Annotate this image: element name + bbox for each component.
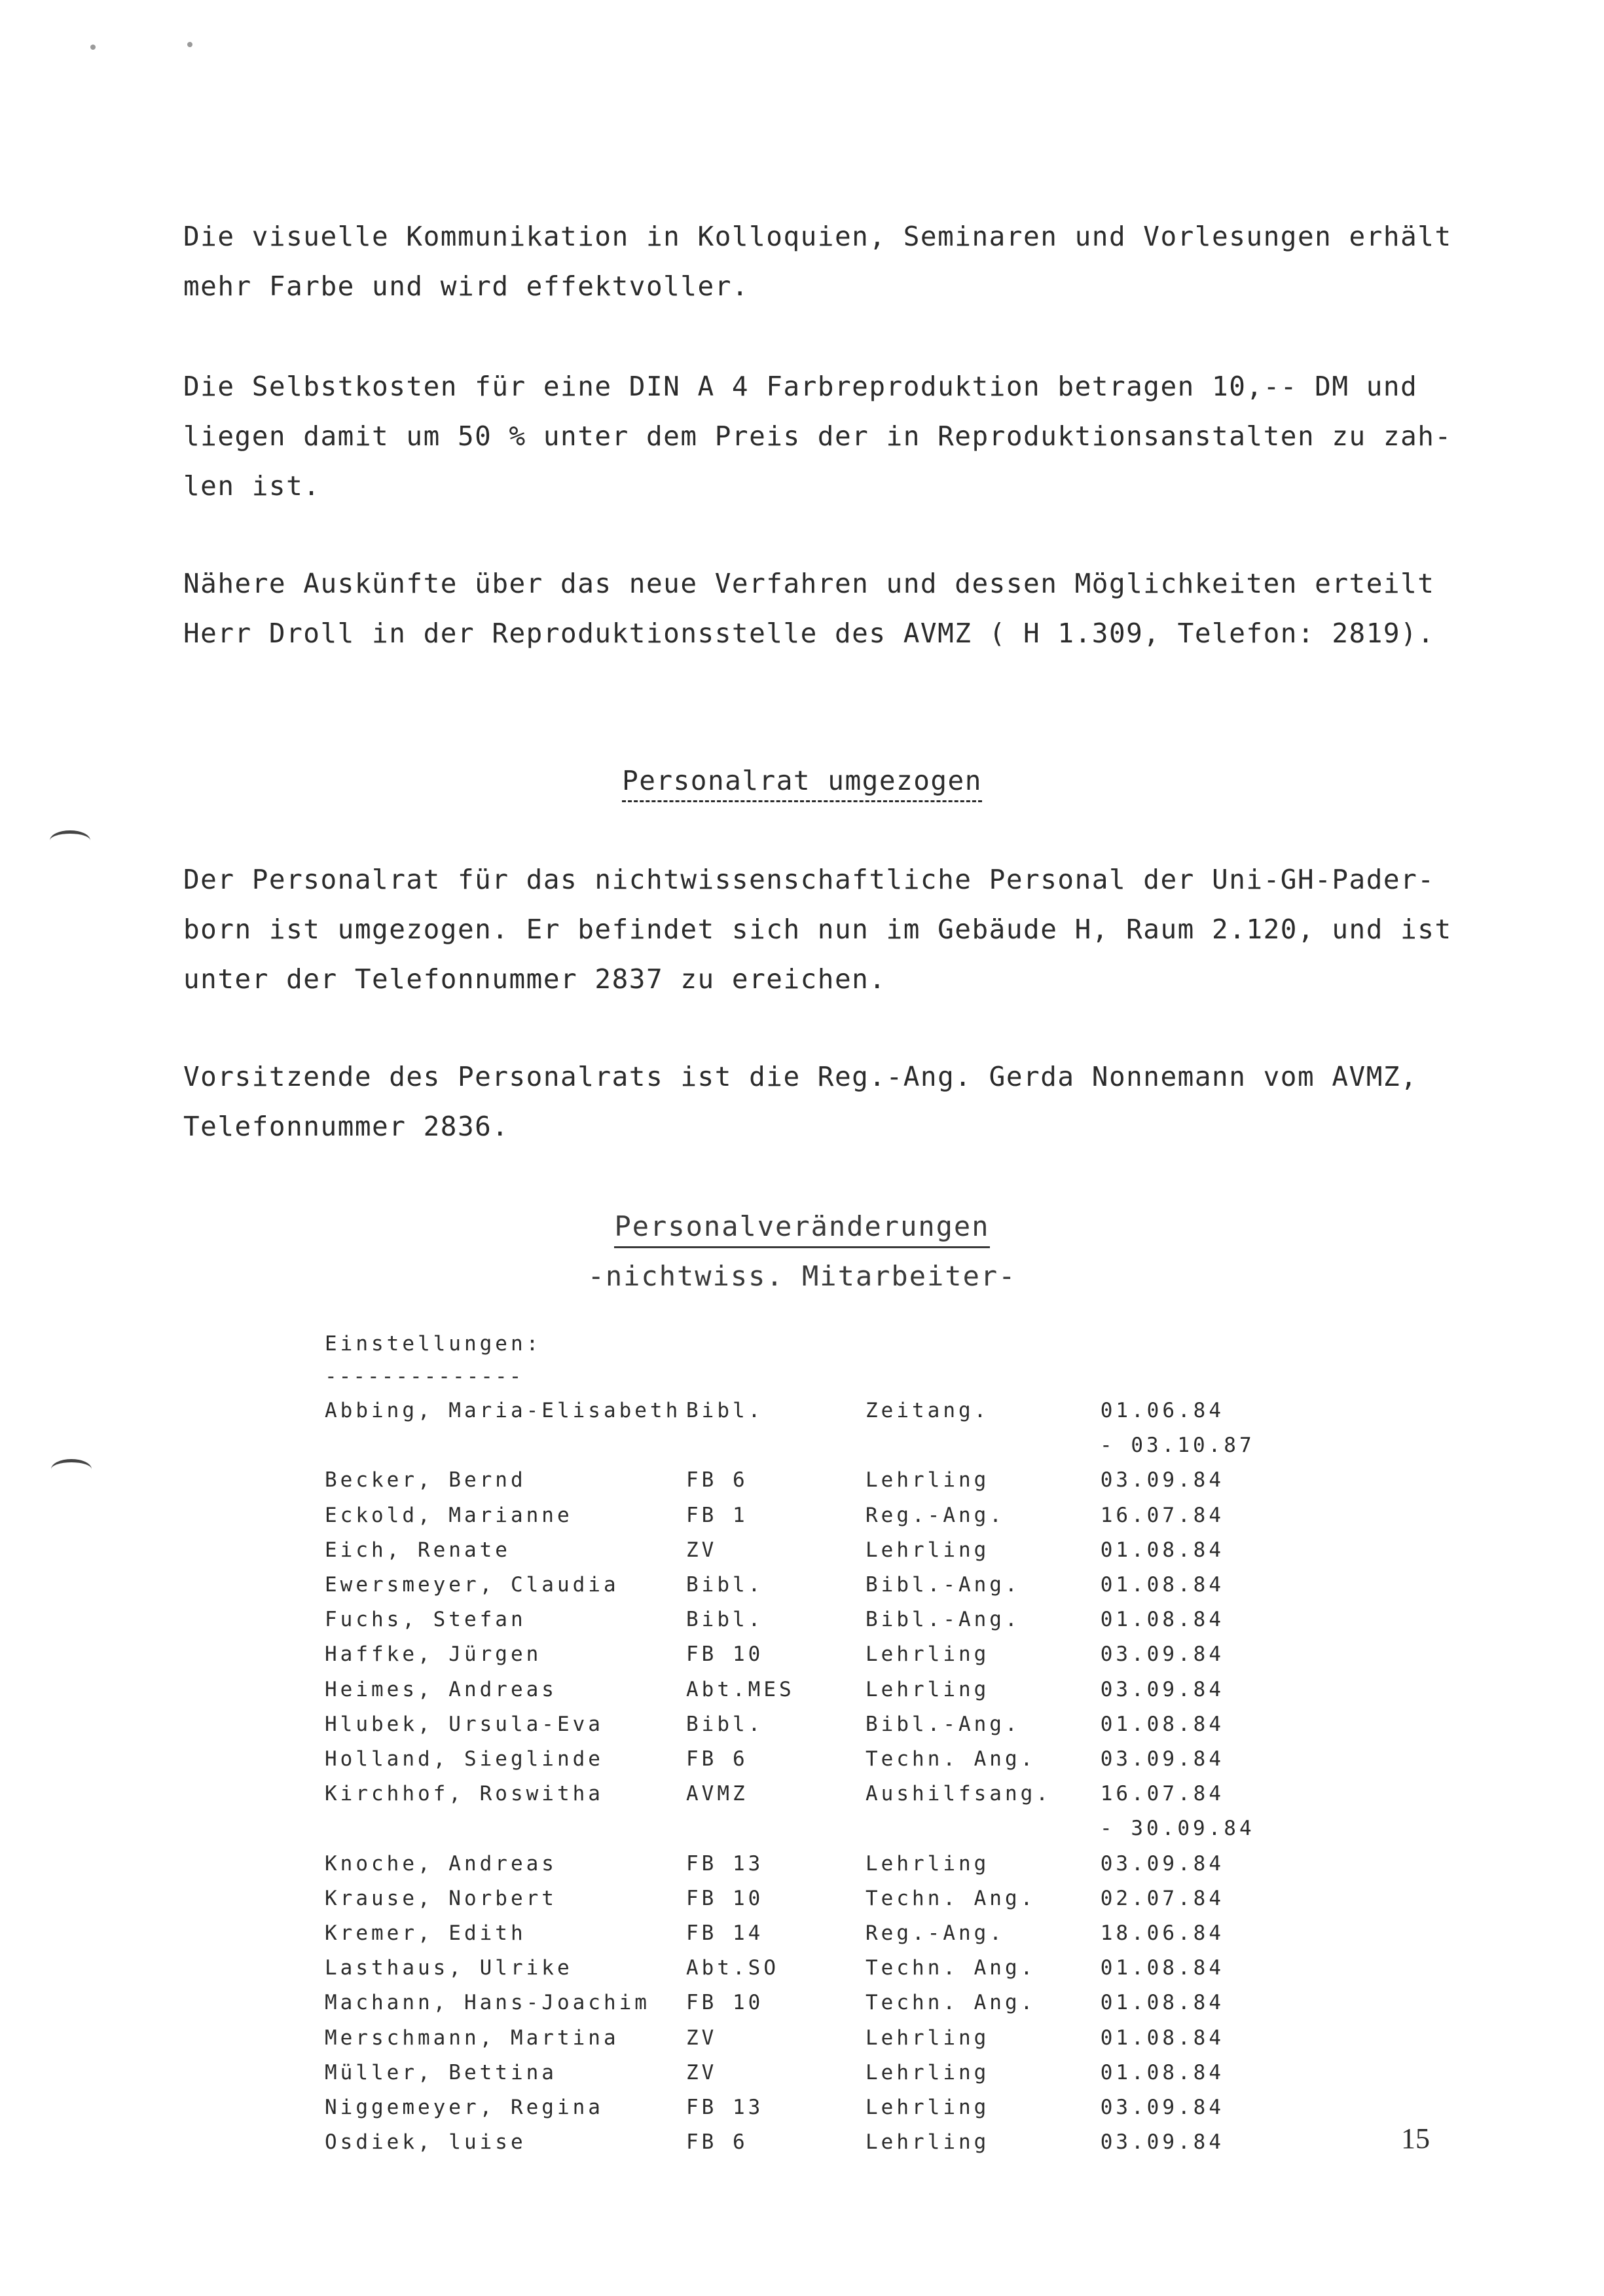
cell-unit: FB 10 [686,1887,764,1910]
table-row [0,1747,1604,1780]
cell-date: 03.09.84 [1100,1678,1224,1701]
cell-name: Müller, Bettina [325,2061,557,2084]
cell-unit: ZV [686,2061,718,2084]
cell-date: 01.08.84 [1100,2026,1224,2050]
cell-date: 03.09.84 [1100,1747,1224,1771]
cell-role: Bibl.-Ang. [866,1608,1021,1631]
cell-name: Heimes, Andreas [325,1678,557,1701]
cell-date: 03.09.84 [1100,1468,1224,1492]
cell-unit: FB 6 [686,1468,748,1492]
table-row [0,2096,1604,2128]
cell-role: Techn. Ang. [866,1956,1036,1980]
cell-unit: ZV [686,1538,718,1562]
cell-date: - 03.10.87 [1100,1434,1255,1457]
cell-unit: FB 13 [686,2096,764,2119]
personalrat-paragraph-2: Vorsitzende des Personalrats ist die Reg.-Ang. Gerda Nonnemann vom AVMZ, Telefonnummer 2836. [183,1061,1418,1142]
personalrat-paragraph-1: Der Personalrat für das nichtwissenschaftliche Personal der Uni-GH-Pader- born ist umgezogen. Er befindet sich nun im Gebäude H, Raum 2.120, und ist unter der Telefonnummer 2837 zu ereichen. [183,864,1452,995]
cell-role: Lehrling [866,2096,990,2119]
cell-role: Reg.-Ang. [866,1921,1005,1945]
cell-role: Lehrling [866,1678,990,1701]
cell-role: Lehrling [866,2130,990,2154]
einstellungen-label: Einstellungen: [325,1332,542,1356]
scan-speck [187,42,192,47]
table-row [0,1991,1604,2024]
scan-speck [90,45,96,50]
cell-date: 01.08.84 [1100,1573,1224,1597]
table-row [0,1642,1604,1675]
table-row [0,1956,1604,1989]
personalveraenderungen-subtitle: -nichtwiss. Mitarbeiter- [587,1260,1017,1292]
einstellungen-rule: -------------- [325,1365,524,1388]
cell-name: Holland, Sieglinde [325,1747,604,1771]
intro-paragraph-3: Nähere Auskünfte über das neue Verfahren und dessen Möglichkeiten erteilt Herr Droll in der Reproduktionsstelle des AVMZ ( H 1.309, Telefon: 2819). [183,568,1435,649]
intro-paragraph-2: Die Selbstkosten für eine DIN A 4 Farbreproduktion betragen 10,-- DM und liegen damit um 50 % unter dem Preis der in Reproduktionsanstalten zu zah- len ist. [183,371,1452,502]
cell-name: Eich, Renate [325,1538,511,1562]
table-row [0,1817,1604,1849]
cell-name: Haffke, Jürgen [325,1642,542,1666]
cell-unit: FB 10 [686,1642,764,1666]
cell-name: Eckold, Marianne [325,1504,573,1527]
cell-date: 01.08.84 [1100,1538,1224,1562]
cell-role: Techn. Ang. [866,1991,1036,2014]
table-row [0,1538,1604,1571]
cell-name: Ewersmeyer, Claudia [325,1573,619,1597]
cell-role: Techn. Ang. [866,1747,1036,1771]
table-row [0,1468,1604,1501]
cell-date: 01.08.84 [1100,1713,1224,1736]
cell-date: 03.09.84 [1100,1852,1224,1876]
cell-name: Hlubek, Ursula-Eva [325,1713,604,1736]
page-number: 15 [1401,2122,1430,2155]
cell-unit: AVMZ [686,1782,748,1805]
cell-unit: Bibl. [686,1713,764,1736]
cell-role: Lehrling [866,1852,990,1876]
table-row [0,1782,1604,1815]
cell-role: Zeitang. [866,1399,990,1422]
cell-role: Lehrling [866,2026,990,2050]
cell-name: Fuchs, Stefan [325,1608,526,1631]
personalveraenderungen-title: Personalveränderungen [0,1210,1604,1242]
cell-unit: FB 6 [686,2130,748,2154]
table-row [0,1399,1604,1432]
cell-name: Knoche, Andreas [325,1852,557,1876]
cell-role: Lehrling [866,1642,990,1666]
cell-date: - 30.09.84 [1100,1817,1255,1840]
cell-date: 03.09.84 [1100,1642,1224,1666]
cell-date: 18.06.84 [1100,1921,1224,1945]
cell-role: Bibl.-Ang. [866,1713,1021,1736]
cell-unit: FB 6 [686,1747,748,1771]
cell-role: Techn. Ang. [866,1887,1036,1910]
cell-date: 01.08.84 [1100,1956,1224,1980]
cell-role: Reg.-Ang. [866,1504,1005,1527]
cell-role: Lehrling [866,2061,990,2084]
intro-paragraph-1: Die visuelle Kommunikation in Kolloquien, Seminaren und Vorlesungen erhält mehr Farbe und wird effektvoller. [183,221,1452,302]
cell-unit: FB 10 [686,1991,764,2014]
cell-name: Kremer, Edith [325,1921,526,1945]
table-row [0,2130,1604,2163]
cell-date: 16.07.84 [1100,1782,1224,1805]
cell-role: Bibl.-Ang. [866,1573,1021,1597]
cell-date: 03.09.84 [1100,2096,1224,2119]
cell-name: Osdiek, luise [325,2130,526,2154]
cell-name: Kirchhof, Roswitha [325,1782,604,1805]
cell-role: Lehrling [866,1468,990,1492]
cell-unit: Bibl. [686,1573,764,1597]
cell-date: 03.09.84 [1100,2130,1224,2154]
table-row [0,1608,1604,1640]
table-row [0,1852,1604,1885]
cell-name: Niggemeyer, Regina [325,2096,604,2119]
personalrat-heading: Personalrat umgezogen [0,765,1604,796]
cell-date: 16.07.84 [1100,1504,1224,1527]
cell-unit: ZV [686,2026,718,2050]
punch-hole-mark [50,830,90,851]
cell-unit: Bibl. [686,1608,764,1631]
cell-unit: Bibl. [686,1399,764,1422]
table-row [0,1678,1604,1711]
cell-name: Machann, Hans-Joachim [325,1991,650,2014]
cell-date: 01.06.84 [1100,1399,1224,1422]
cell-name: Lasthaus, Ulrike [325,1956,573,1980]
cell-unit: FB 13 [686,1852,764,1876]
cell-date: 01.08.84 [1100,1608,1224,1631]
cell-unit: Abt.SO [686,1956,779,1980]
cell-unit: FB 1 [686,1504,748,1527]
table-row [0,2061,1604,2094]
table-row [0,1713,1604,1745]
table-row [0,1434,1604,1466]
cell-date: 01.08.84 [1100,2061,1224,2084]
cell-date: 01.08.84 [1100,1991,1224,2014]
cell-role: Lehrling [866,1538,990,1562]
table-row [0,1887,1604,1919]
table-row [0,1504,1604,1536]
table-row [0,2026,1604,2059]
table-row [0,1921,1604,1954]
cell-unit: Abt.MES [686,1678,795,1701]
cell-name: Becker, Bernd [325,1468,526,1492]
cell-name: Merschmann, Martina [325,2026,619,2050]
table-row [0,1573,1604,1606]
cell-unit: FB 14 [686,1921,764,1945]
cell-date: 02.07.84 [1100,1887,1224,1910]
cell-name: Abbing, Maria-Elisabeth [325,1399,682,1422]
cell-name: Krause, Norbert [325,1887,557,1910]
cell-role: Aushilfsang. [866,1782,1051,1805]
